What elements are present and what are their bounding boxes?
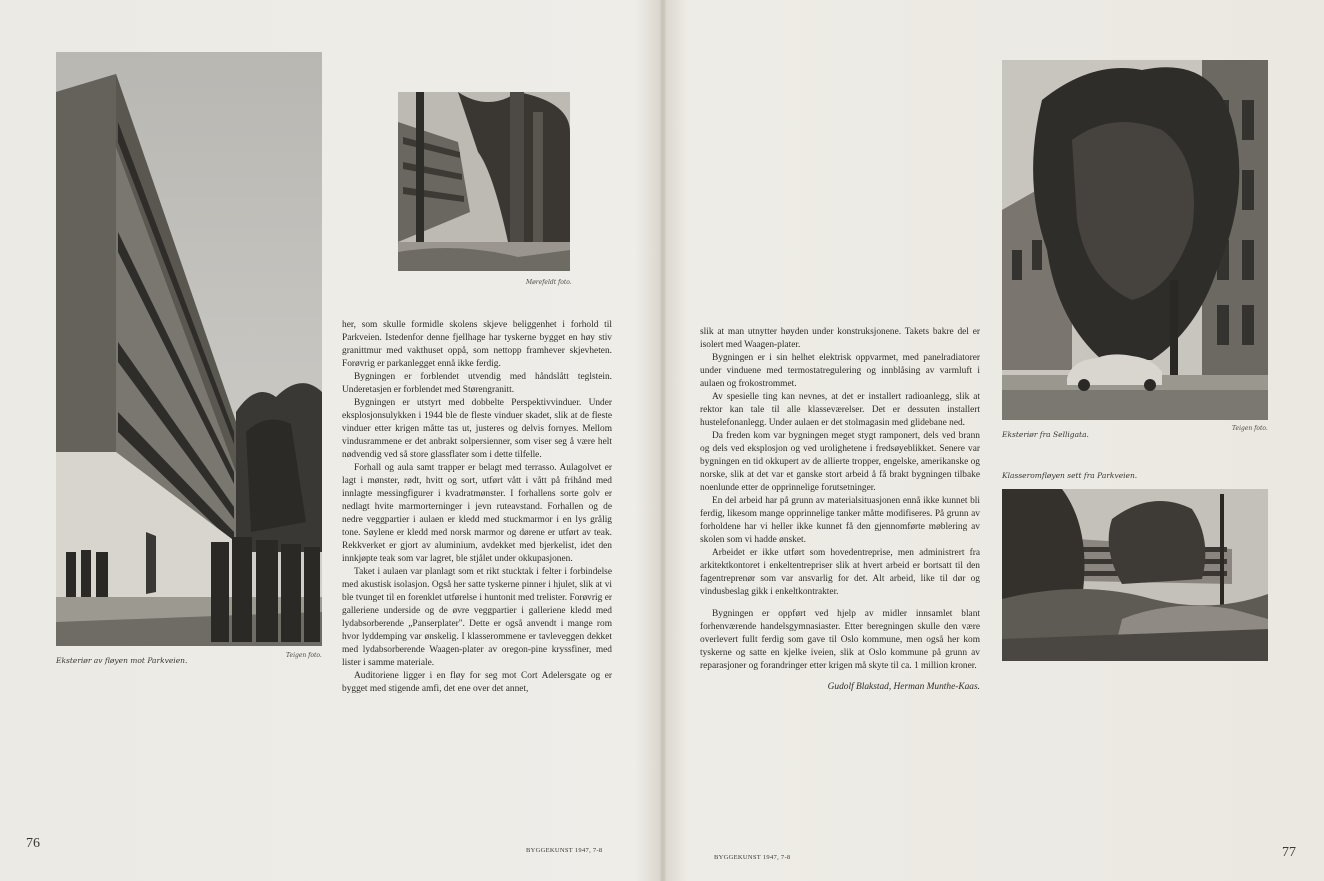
photo-building-exterior bbox=[56, 52, 322, 646]
wing-photo-caption: Klasseromfløyen sett fra Parkveien. bbox=[1002, 471, 1138, 480]
paragraph: Av spesielle ting kan nevnes, at det er installert radioanlegg, slik at rektor kan tale til alle klasseværelser. Det er dessuten installert hustelefonanlegg. Under aulaen er det stolmagasin med glidebane ned. bbox=[700, 392, 980, 428]
building-photo-caption: Eksteriør av fløyen mot Parkveien. bbox=[56, 656, 188, 665]
paragraph: her, som skulle formidle skolens skjeve beliggenhet i forhold til Parkveien. Istedenfor denne fjellhage har tyskerne bygget en høy stiv granittmur med vakthuset oppå, som nettopp framhever skjevheten. Forøvrig er parkanlegget ennå ikke ferdig. bbox=[342, 320, 612, 369]
paragraph: Da freden kom var bygningen meget stygt ramponert, dels ved brann og dels ved eksplosjon og ved urolighetene i fredsøyeblikket. Senere var bygningen en tid okkupert av de allierte tropper, engelske, amerikanske og norske, slik at det var et ganske stort arbeid å få brakt bygningen tilbake noenlunde etter de opprinnelige forutsetninger. bbox=[700, 431, 980, 493]
running-footer-left: BYGGEKUNST 1947, 7-8 bbox=[526, 847, 603, 854]
page-number-right: 77 bbox=[1282, 845, 1296, 860]
photo-classroom-wing bbox=[1002, 489, 1268, 661]
street-exterior-image bbox=[1002, 60, 1268, 420]
paragraph: Bygningen er oppført ved hjelp av midler innsamlet blant forhenværende handelsgymnasiaster. Etter beregningen skulle den være overlevert fullt ferdig som gave til Oslo kommune, men også her kom tyskerne og satte en kjelke iveien, slik at Oslo kommune på grunn av reparasjoner og forandringer etter krigen må skyte til ca. 1 million kroner. bbox=[700, 609, 980, 671]
photo-trees bbox=[398, 92, 570, 271]
paragraph: Arbeidet er ikke utført som hovedentreprise, men administrert fra arkitektkontoret i enkeltentrepriser slik at hvert arbeid er bortsatt til den fagentreprenør som var ansvarlig for det. Alt arbeid, like til dør og vindusbeslag gikk i enkeltkontrakter. bbox=[700, 548, 980, 597]
running-footer-right: BYGGEKUNST 1947, 7-8 bbox=[714, 854, 791, 861]
paragraph: En del arbeid har på grunn av materialsituasjonen ennå ikke kunnet bli ferdig, likesom mange opprinnelige tanker måtte modifiseres. På grunn av forholdene har vi heller ikke kunnet få den gjennomførte møblering av skolen som vi hadde ønsket. bbox=[700, 496, 980, 545]
left-body-text bbox=[342, 319, 612, 696]
paragraph: Bygningen er utstyrt med dobbelte Perspektivvinduer. Under eksplosjonsulykken i 1944 ble de fleste vinduer skadet, slik at de fleste vinduer etter krigen måtte tas ut, justeres og delvis fornyes. Mellom vindusrammene er det anbrakt solpersienner, som viser seg å være helt nødvendig ved så store glassflater som i dette tilfelle. bbox=[342, 398, 612, 460]
building-photo-credit: Teigen foto. bbox=[286, 652, 322, 659]
trees-photo-credit: Mørefeldt foto. bbox=[526, 279, 572, 286]
building-exterior-image bbox=[56, 52, 322, 646]
page-number-left: 76 bbox=[26, 836, 40, 851]
street-photo-credit: Teigen foto. bbox=[1232, 425, 1268, 432]
right-page bbox=[664, 0, 1324, 881]
street-photo-caption: Eksteriør fra Selligata. bbox=[1002, 430, 1089, 439]
photo-street-exterior bbox=[1002, 60, 1268, 420]
right-body-text bbox=[700, 326, 980, 694]
paragraph: Bygningen er forblendet utvendig med håndslått teglstein. Underetasjen er forblendet med Størengranitt. bbox=[342, 372, 612, 395]
paragraph: Bygningen er i sin helhet elektrisk oppvarmet, med panelradiatorer under vinduene med termostatregulering og innblåsing av varmluft i aulaen og frokostrommet. bbox=[700, 353, 980, 389]
author-signature: Gudolf Blakstad, Herman Munthe-Kaas. bbox=[827, 682, 980, 692]
trees-image bbox=[398, 92, 570, 271]
classroom-wing-image bbox=[1002, 489, 1268, 661]
paragraph: Taket i aulaen var planlagt som et rikt stucktak i felter i forbindelse med akustisk isolasjon. Også her satte tyskerne pinner i hjulet, slik at vi ble tvunget til en forenklet utførelse i huntonit med trelister. Forøvrig er galleriene underside og de øvre veggpartier i galleriene kledd med lydabsorberende „Panserplater". Dette er også anvendt i mange rom hvor lyddemping var ønskelig. I klasserommene er tavleveggen dekket med lydabsorberende Waagen-plater av oregon-pine kryssfiner, med lister i samme materiale. bbox=[342, 567, 612, 668]
paragraph: Auditoriene ligger i en fløy for seg mot Cort Adelersgate og er bygget med stigende amfi, det ene over det annet, bbox=[342, 671, 612, 694]
paragraph: Forhall og aula samt trapper er belagt med terrasso. Aulagolvet er lagt i mønster, rødt, hvitt og sort, utført vått i vått på frihånd med innlagte messingfigurer i kvadratmønster. I forhallens sorte golv er nedlagt hvite marmorterninger i jevn ruteavstand. Forhallen og de nedre veggpartier i aulaen er kledd med stuckmarmor i en lys grålig tone. Søylene er kledd med norsk marmor og dørene er utført av teak. Rekkverket er gjort av aluminium, avdekket med bjerkelist, idet den innkjøpte teak som var lagret, ble stjålet under okkupasjonen. bbox=[342, 463, 612, 564]
paragraph: slik at man utnytter høyden under konstruksjonene. Takets bakre del er isolert med Waagen-plater. bbox=[700, 327, 980, 350]
